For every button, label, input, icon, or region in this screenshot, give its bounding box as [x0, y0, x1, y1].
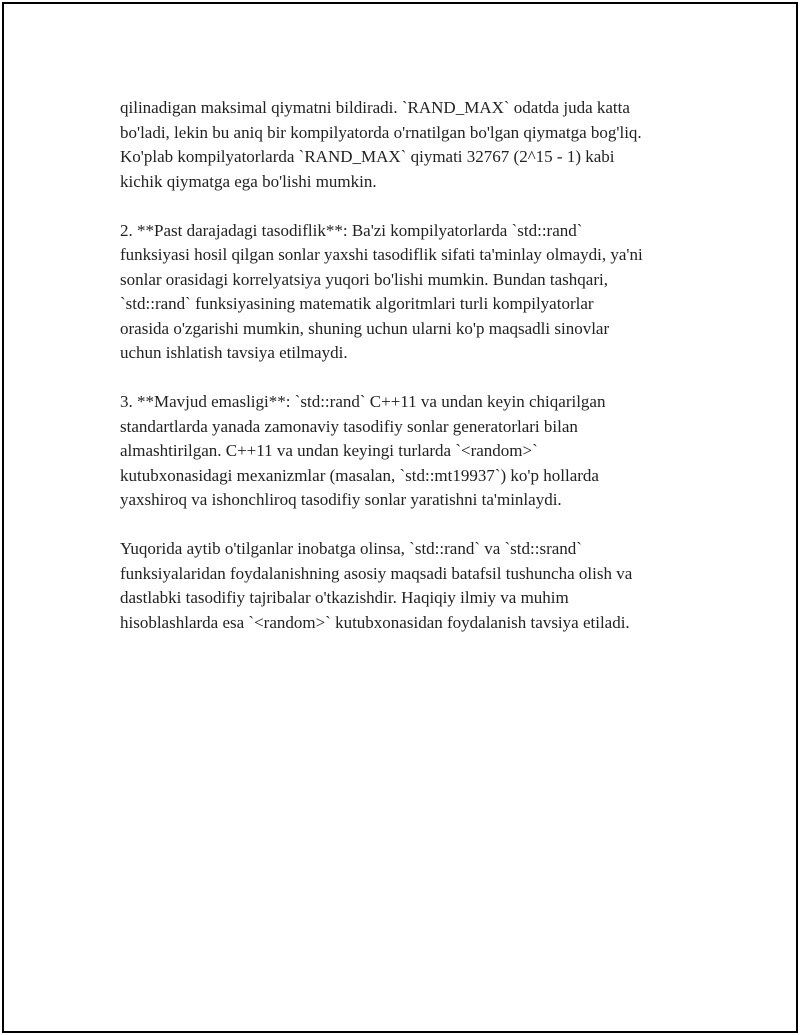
text-line: yaxshiroq va ishonchliroq tasodifiy sonlar yaratishni ta'minlaydi.: [120, 490, 562, 509]
text-line: almashtirilgan. C++11 va undan keyingi turlarda `<random>`: [120, 441, 538, 460]
paragraph-rand-max: [120, 96, 700, 194]
text-line: 3. **Mavjud emasligi**: `std::rand` C++11 va undan keyin chiqarilgan: [120, 392, 606, 411]
document-body: [120, 96, 700, 660]
paragraph-low-randomness: [120, 219, 700, 366]
text-line: 2. **Past darajadagi tasodiflik**: Ba'zi kompilyatorlarda `std::rand`: [120, 220, 583, 240]
text-line: dastlabki tasodifiy tajribalar o'tkazishdir. Haqiqiy ilmiy va muhim: [120, 588, 569, 607]
text-line: qilinadigan maksimal qiymatni bildiradi. `RAND_MAX` odatda juda katta: [120, 98, 630, 117]
text-line: hisoblashlarda esa `<random>` kutubxonasidan foydalanish tavsiya etiladi.: [120, 612, 630, 632]
text-line: sonlar orasidagi korrelyatsiya yuqori bo'lishi mumkin. Bundan tashqari,: [120, 269, 608, 289]
text-line: funksiyasi hosil qilgan sonlar yaxshi tasodiflik sifati ta'minlay olmaydi, ya'ni: [120, 245, 643, 264]
paragraph-deprecation: [120, 390, 700, 513]
text-line: bo'ladi, lekin bu aniq bir kompilyatorda o'rnatilgan bo'lgan qiymatga bog'liq.: [120, 122, 642, 142]
text-line: kichik qiymatga ega bo'lishi mumkin.: [120, 171, 377, 191]
document-page: [2, 2, 798, 1033]
text-line: funksiyalaridan foydalanishning asosiy maqsadi batafsil tushuncha olish va: [120, 563, 633, 583]
text-line: Yuqorida aytib o'tilganlar inobatga olinsa, `std::rand` va `std::srand`: [120, 539, 582, 558]
text-line: kutubxonasidagi mexanizmlar (masalan, `std::mt19937`) ko'p hollarda: [120, 465, 599, 485]
text-line: Ko'plab kompilyatorlarda `RAND_MAX` qiymati 32767 (2^15 - 1) kabi: [120, 147, 615, 166]
text-line: orasida o'zgarishi mumkin, shuning uchun ularni ko'p maqsadli sinovlar: [120, 318, 610, 338]
text-line: uchun ishlatish tavsiya etilmaydi.: [120, 343, 348, 362]
text-line: `std::rand` funksiyasining matematik algoritmlari turli kompilyatorlar: [120, 294, 594, 313]
text-line: standartlarda yanada zamonaviy tasodifiy sonlar generatorlari bilan: [120, 416, 578, 436]
paragraph-conclusion: [120, 537, 700, 635]
